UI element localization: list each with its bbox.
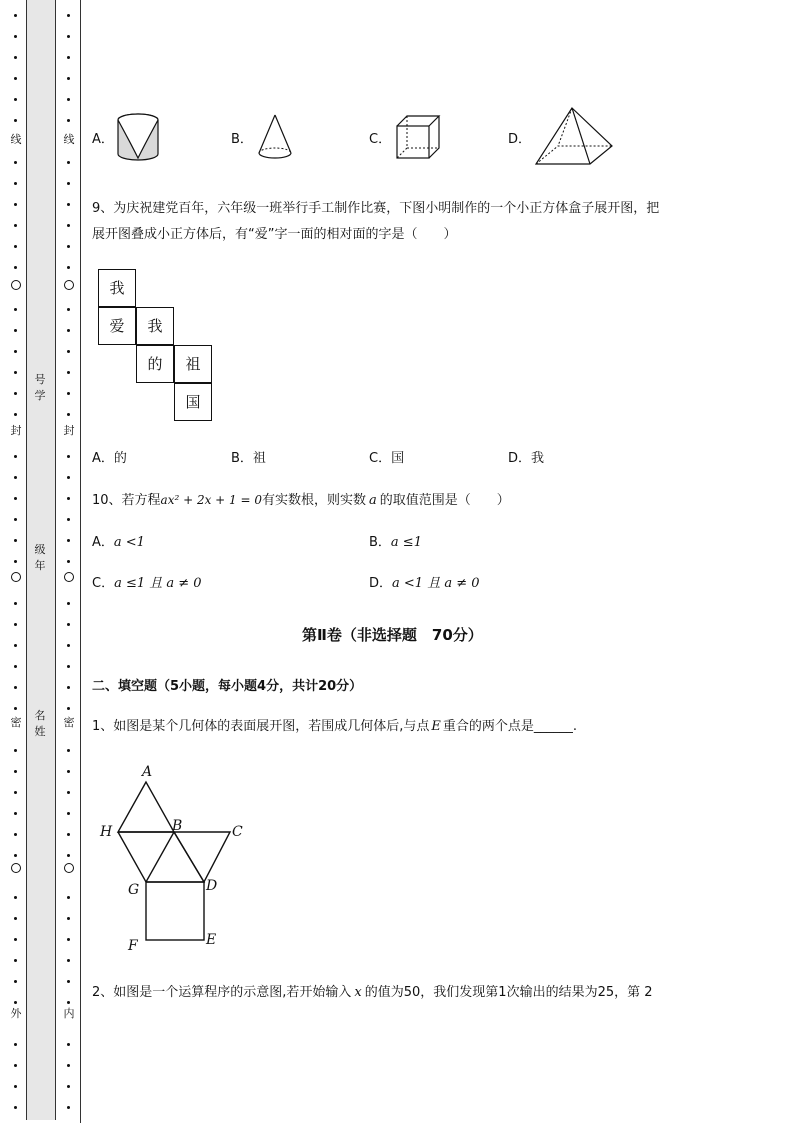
q10-prefix: 10、若方程 bbox=[92, 493, 161, 508]
point-label: F bbox=[128, 938, 138, 954]
outer-label-wai: 外 bbox=[10, 1007, 22, 1020]
q10-option-d bbox=[369, 575, 480, 593]
binding-circle-icon bbox=[64, 280, 74, 290]
binding-dot bbox=[67, 203, 70, 206]
q10-option-c-math: a ≤1 且 a ≠ 0 bbox=[114, 576, 202, 591]
binding-dot bbox=[14, 980, 17, 983]
binding-dot bbox=[67, 1064, 70, 1067]
binding-dot bbox=[67, 959, 70, 962]
binding-dot bbox=[14, 560, 17, 563]
q10-suffix: 的取值范围是（ ） bbox=[379, 493, 510, 508]
cone-figure bbox=[255, 113, 295, 163]
binding-dot bbox=[14, 665, 17, 668]
binding-dot bbox=[14, 770, 17, 773]
part2-title: 第Ⅱ卷（非选择题 70分） bbox=[302, 626, 483, 644]
binding-dot bbox=[14, 98, 17, 101]
point-label: G bbox=[128, 882, 140, 898]
binding-dot bbox=[67, 560, 70, 563]
q10-option-d-label: D． bbox=[369, 576, 393, 591]
net-cell: 爱 bbox=[98, 307, 136, 345]
binding-dot bbox=[14, 791, 17, 794]
q9-option-c: C．国 bbox=[369, 451, 405, 466]
cube-net bbox=[98, 269, 218, 429]
field-grade: 级年 bbox=[34, 543, 46, 572]
binding-dot bbox=[67, 371, 70, 374]
field-name: 名姓 bbox=[34, 709, 46, 738]
binding-dot bbox=[14, 497, 17, 500]
pyramid-figure bbox=[534, 106, 614, 168]
net-cell: 祖 bbox=[174, 345, 212, 383]
binding-dot bbox=[14, 413, 17, 416]
binding-line bbox=[80, 0, 81, 1123]
binding-dot bbox=[67, 161, 70, 164]
q10-mid: 有实数根，则实数 bbox=[262, 493, 367, 508]
binding-dot bbox=[14, 161, 17, 164]
binding-dot bbox=[14, 959, 17, 962]
outer-dot-column bbox=[10, 0, 22, 1123]
binding-dot bbox=[67, 707, 70, 710]
binding-dot bbox=[67, 812, 70, 815]
point-label: D bbox=[206, 878, 218, 894]
binding-dot bbox=[14, 854, 17, 857]
binding-dot bbox=[14, 371, 17, 374]
binding-dot bbox=[67, 791, 70, 794]
q8-option-b-label: B． bbox=[231, 132, 253, 147]
binding-dot bbox=[67, 308, 70, 311]
binding-dot bbox=[67, 119, 70, 122]
binding-dot bbox=[67, 938, 70, 941]
outer-label-xian: 线 bbox=[10, 133, 22, 146]
inner-dot-column bbox=[63, 0, 75, 1123]
net-cell: 我 bbox=[136, 307, 174, 345]
binding-dot bbox=[67, 770, 70, 773]
binding-dot bbox=[67, 1043, 70, 1046]
binding-dot bbox=[14, 455, 17, 458]
binding-dot bbox=[14, 476, 17, 479]
binding-dot bbox=[14, 1064, 17, 1067]
q10-variable: a bbox=[369, 493, 377, 508]
binding-dot bbox=[67, 644, 70, 647]
binding-dot bbox=[14, 1085, 17, 1088]
binding-dot bbox=[14, 812, 17, 815]
q9-option-a: A．的 bbox=[92, 451, 127, 466]
fill-q1-text-b: 重合的两个点是______. bbox=[442, 719, 578, 734]
binding-circle-icon bbox=[11, 863, 21, 873]
binding-dot bbox=[67, 896, 70, 899]
binding-dot bbox=[67, 539, 70, 542]
binding-dot bbox=[67, 623, 70, 626]
binding-dot bbox=[14, 1043, 17, 1046]
cube-figure bbox=[395, 114, 441, 160]
binding-dot bbox=[14, 224, 17, 227]
binding-dot bbox=[14, 203, 17, 206]
q10-option-a-math: a <1 bbox=[113, 535, 145, 550]
binding-dot bbox=[67, 686, 70, 689]
binding-dot bbox=[67, 1106, 70, 1109]
binding-dot bbox=[14, 56, 17, 59]
q9-option-d: D．我 bbox=[508, 451, 545, 466]
inner-label-feng: 封 bbox=[63, 424, 75, 437]
fill-q2-stem bbox=[92, 984, 653, 1002]
binding-dot bbox=[14, 644, 17, 647]
binding-dot bbox=[14, 623, 17, 626]
geometry-net-figure bbox=[94, 760, 254, 956]
binding-dot bbox=[67, 854, 70, 857]
binding-dot bbox=[67, 224, 70, 227]
binding-dot bbox=[67, 329, 70, 332]
binding-dot bbox=[14, 686, 17, 689]
binding-dot bbox=[67, 266, 70, 269]
q10-option-c-label: C． bbox=[92, 576, 115, 591]
fill-q2-variable: x bbox=[354, 985, 362, 1000]
binding-dot bbox=[14, 896, 17, 899]
point-label: E bbox=[206, 932, 217, 948]
binding-dot bbox=[14, 1106, 17, 1109]
net-cell: 国 bbox=[174, 383, 212, 421]
binding-dot bbox=[67, 1001, 70, 1004]
binding-dot bbox=[14, 917, 17, 920]
q10-equation: ax² + 2x + 1 = 0 bbox=[160, 493, 263, 507]
q10-option-a-label: A． bbox=[92, 535, 114, 550]
outer-label-feng: 封 bbox=[10, 424, 22, 437]
binding-dot bbox=[67, 350, 70, 353]
inner-label-mi: 密 bbox=[63, 716, 75, 729]
fill-q2-text-a: 2、如图是一个运算程序的示意图,若开始输入 bbox=[92, 985, 352, 1000]
binding-dot bbox=[14, 392, 17, 395]
point-label: C bbox=[232, 824, 243, 840]
binding-margin bbox=[0, 0, 84, 1123]
q10-option-b-math: a ≤1 bbox=[390, 535, 422, 550]
binding-dot bbox=[67, 182, 70, 185]
binding-dot bbox=[67, 98, 70, 101]
q8-option-d-label: D． bbox=[508, 132, 532, 147]
binding-dot bbox=[67, 497, 70, 500]
net-cell: 的 bbox=[136, 345, 174, 383]
binding-dot bbox=[67, 1085, 70, 1088]
net-cell: 我 bbox=[98, 269, 136, 307]
binding-dot bbox=[67, 245, 70, 248]
q10-option-d-math: a <1 且 a ≠ 0 bbox=[392, 576, 480, 591]
binding-dot bbox=[67, 35, 70, 38]
q8-option-c-label: C． bbox=[369, 132, 392, 147]
binding-dot bbox=[14, 833, 17, 836]
point-label: B bbox=[172, 818, 183, 834]
q10-option-a bbox=[92, 534, 145, 552]
fill-q1-text-a: 1、如图是某个几何体的表面展开图，若围成几何体后,与点 bbox=[92, 719, 430, 734]
fill-q1-stem bbox=[92, 718, 577, 736]
outer-label-mi: 密 bbox=[10, 716, 22, 729]
binding-dot bbox=[14, 350, 17, 353]
binding-dot bbox=[67, 413, 70, 416]
binding-dot bbox=[14, 1001, 17, 1004]
binding-dot bbox=[67, 476, 70, 479]
field-student-number: 号学 bbox=[34, 373, 46, 402]
binding-dot bbox=[67, 518, 70, 521]
binding-dot bbox=[67, 14, 70, 17]
binding-dot bbox=[67, 917, 70, 920]
binding-dot bbox=[14, 308, 17, 311]
binding-dot bbox=[67, 455, 70, 458]
inner-label-nei: 内 bbox=[63, 1007, 75, 1020]
binding-dot bbox=[67, 392, 70, 395]
q9-stem-line-2: 展开图叠成小正方体后，有“爱”字一面的相对面的字是（ ） bbox=[92, 227, 457, 242]
fill-q2-text-b: 的值为50，我们发现第1次输出的结果为25，第 2 bbox=[364, 985, 653, 1000]
binding-dot bbox=[14, 602, 17, 605]
binding-dot bbox=[14, 182, 17, 185]
binding-dot bbox=[67, 602, 70, 605]
binding-dot bbox=[67, 980, 70, 983]
q10-option-b bbox=[369, 534, 422, 552]
binding-dot bbox=[14, 938, 17, 941]
binding-dot bbox=[14, 35, 17, 38]
fill-q1-variable: E bbox=[431, 719, 441, 734]
binding-dot bbox=[67, 665, 70, 668]
q10-option-b-label: B． bbox=[369, 535, 391, 550]
point-label: A bbox=[142, 764, 153, 780]
binding-circle-icon bbox=[11, 280, 21, 290]
binding-circle-icon bbox=[64, 863, 74, 873]
binding-dot bbox=[14, 119, 17, 122]
binding-dot bbox=[14, 749, 17, 752]
binding-dot bbox=[67, 749, 70, 752]
binding-dot bbox=[14, 539, 17, 542]
binding-dot bbox=[67, 77, 70, 80]
q10-stem bbox=[92, 491, 510, 510]
binding-dot bbox=[14, 518, 17, 521]
inner-label-xian: 线 bbox=[63, 133, 75, 146]
q9-stem-line-1: 9、为庆祝建党百年，六年级一班举行手工制作比赛，下图小明制作的一个小正方体盒子展开图，把 bbox=[92, 201, 660, 216]
binding-dot bbox=[67, 56, 70, 59]
cylinder-figure bbox=[114, 112, 162, 164]
binding-dot bbox=[14, 245, 17, 248]
q10-option-c bbox=[92, 575, 202, 593]
binding-dot bbox=[14, 77, 17, 80]
binding-dot bbox=[14, 329, 17, 332]
section-2-heading: 二、填空题（5小题，每小题4分，共计20分） bbox=[92, 679, 363, 694]
point-label: H bbox=[100, 824, 113, 840]
binding-circle-icon bbox=[64, 572, 74, 582]
binding-dot bbox=[14, 266, 17, 269]
binding-dot bbox=[14, 14, 17, 17]
q8-option-a-label: A． bbox=[92, 132, 114, 147]
binding-circle-icon bbox=[11, 572, 21, 582]
binding-dot bbox=[14, 707, 17, 710]
binding-dot bbox=[67, 833, 70, 836]
q9-option-b: B．祖 bbox=[231, 451, 266, 466]
